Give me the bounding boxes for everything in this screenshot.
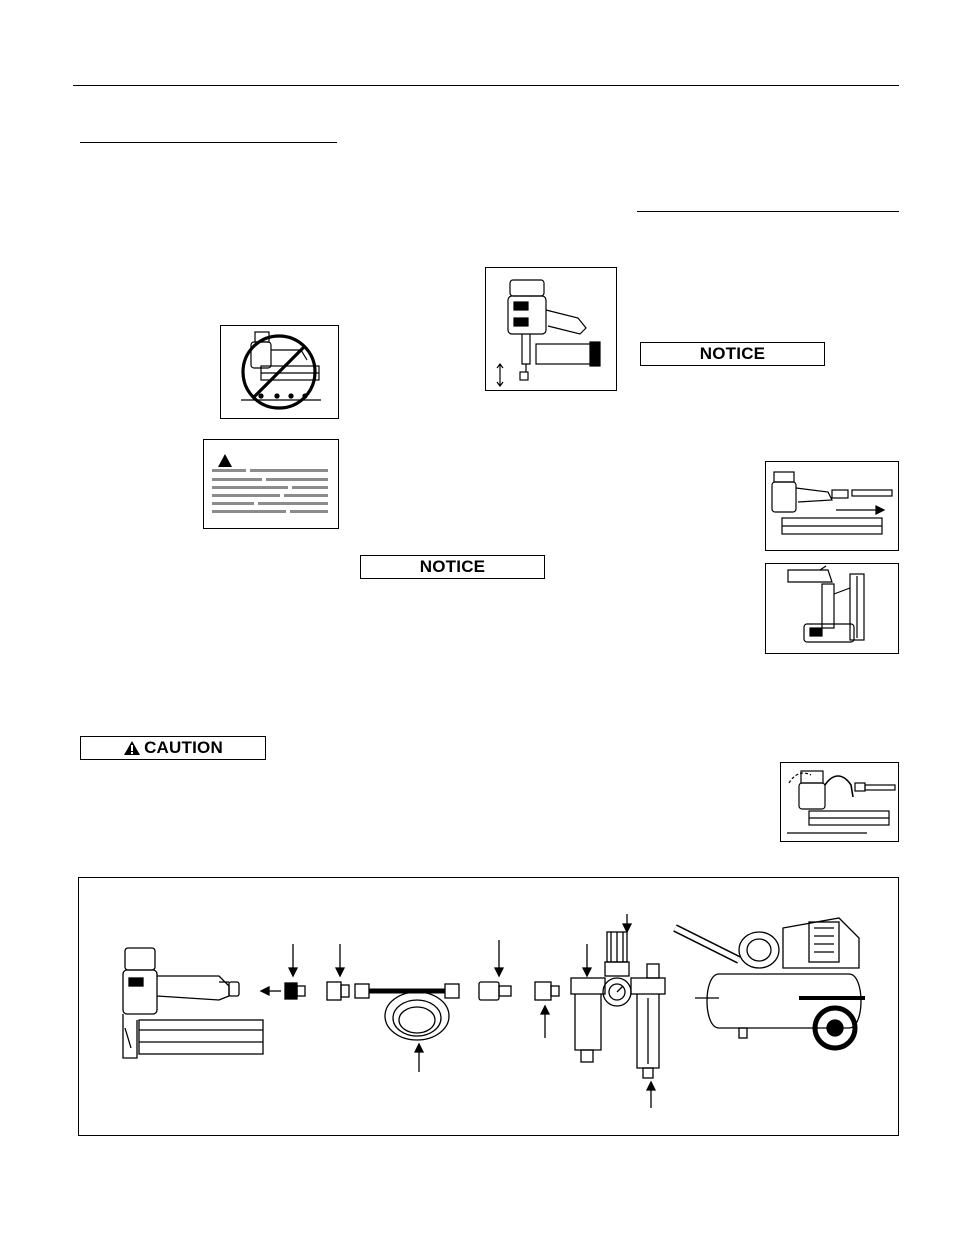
notice-banner-center <box>360 555 545 579</box>
nailer-depth-illustration <box>486 268 616 390</box>
figure-prohibited-use <box>220 325 339 419</box>
filter-regulator-lubricator <box>571 932 665 1078</box>
magazine-illustration <box>766 564 898 653</box>
caution-label: CAUTION <box>144 738 223 757</box>
air-hose <box>355 984 459 1040</box>
caution-banner <box>80 736 266 760</box>
firing-position-illustration <box>781 763 898 841</box>
notice-banner-right <box>640 342 825 366</box>
figure-firing-position <box>780 762 899 842</box>
disconnect-illustration <box>766 462 898 550</box>
figure-disconnect-air <box>765 461 899 551</box>
nailer-tool <box>123 948 263 1058</box>
arrow-icon <box>261 914 719 1108</box>
section-rule-left <box>80 142 337 143</box>
warning-label-illustration <box>204 440 338 528</box>
figure-warning-label <box>203 439 339 529</box>
figure-load-magazine <box>765 563 899 654</box>
notice-label-right: NOTICE <box>699 344 766 363</box>
section-rule-right <box>637 211 899 212</box>
prohibited-illustration <box>221 326 338 418</box>
header-rule <box>73 85 899 86</box>
notice-label-center: NOTICE <box>419 557 486 576</box>
figure-depth-adjust <box>485 267 617 391</box>
caution-triangle-icon <box>123 740 141 756</box>
air-system-diagram <box>79 878 898 1135</box>
warning-triangle-icon <box>218 454 232 467</box>
figure-air-system <box>78 877 899 1136</box>
air-compressor <box>675 918 865 1048</box>
